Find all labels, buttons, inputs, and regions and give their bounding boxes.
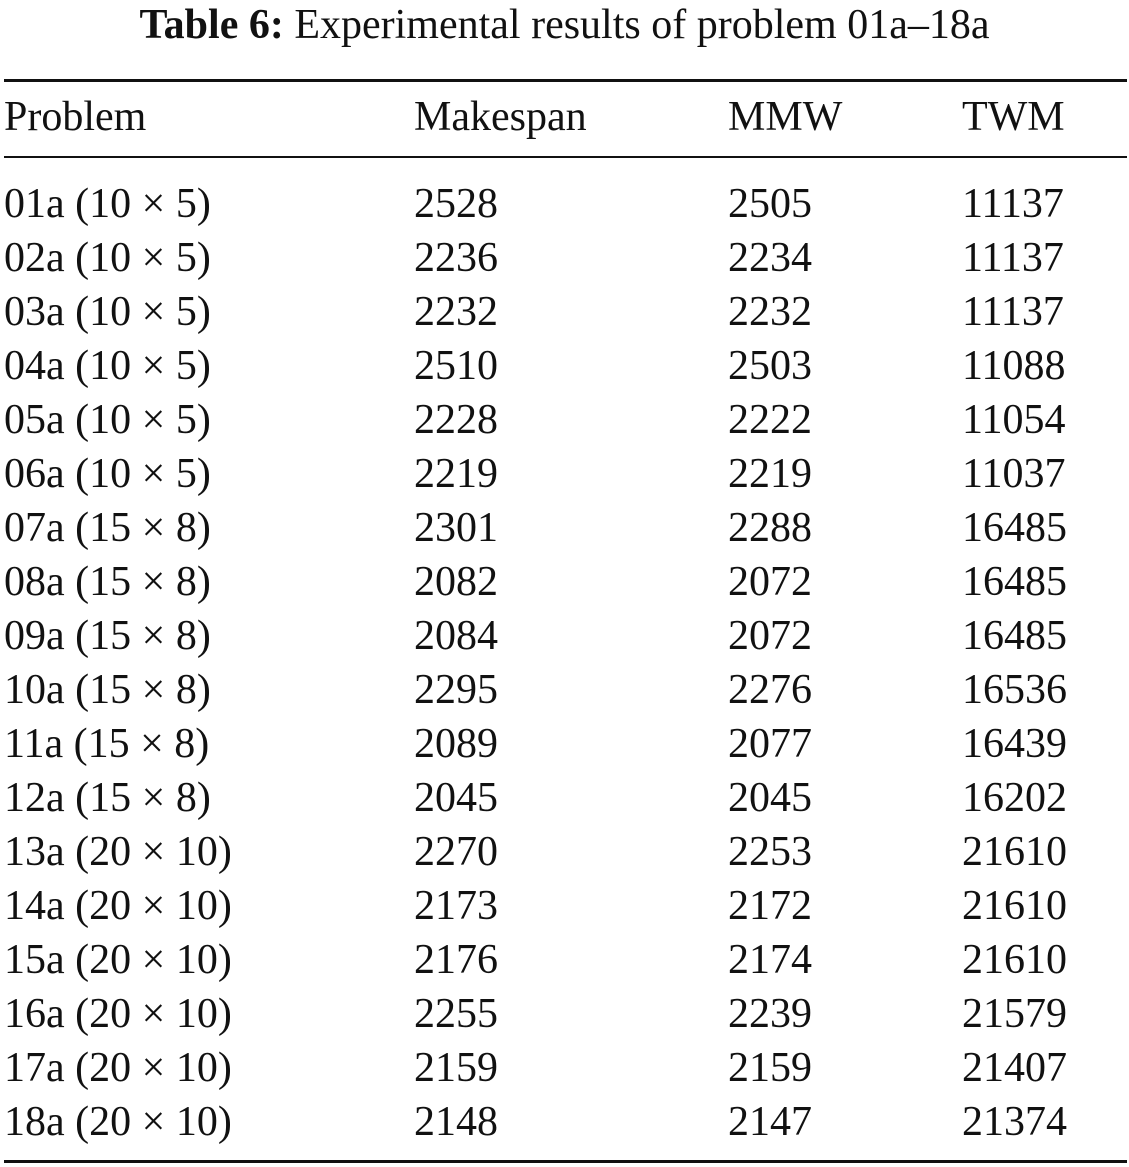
table-caption: [0, 0, 1129, 52]
cell-mmw: 2253: [728, 829, 812, 875]
cell-problem: 04a (10 × 5): [4, 343, 211, 389]
table-row: [4, 771, 1127, 825]
cell-makespan: 2232: [414, 289, 498, 335]
table-header: [4, 86, 1127, 148]
cell-problem: 02a (10 × 5): [4, 235, 211, 281]
cell-mmw: 2222: [728, 397, 812, 443]
cell-twm: 21579: [962, 991, 1067, 1037]
cell-mmw: 2172: [728, 883, 812, 929]
cell-problem: 15a (20 × 10): [4, 937, 232, 983]
cell-makespan: 2084: [414, 613, 498, 659]
cell-mmw: 2045: [728, 775, 812, 821]
cell-twm: 11137: [962, 289, 1064, 335]
cell-twm: 21407: [962, 1045, 1067, 1091]
cell-makespan: 2301: [414, 505, 498, 551]
table-top-rule: [4, 79, 1127, 82]
table-row: [4, 987, 1127, 1041]
table-bottom-rule: [4, 1160, 1127, 1163]
cell-problem: 03a (10 × 5): [4, 289, 211, 335]
table-row: [4, 285, 1127, 339]
table-row: [4, 933, 1127, 987]
column-header-problem: Problem: [4, 94, 147, 140]
cell-makespan: 2219: [414, 451, 498, 497]
cell-mmw: 2232: [728, 289, 812, 335]
cell-mmw: 2072: [728, 613, 812, 659]
cell-problem: 05a (10 × 5): [4, 397, 211, 443]
cell-problem: 17a (20 × 10): [4, 1045, 232, 1091]
cell-problem: 13a (20 × 10): [4, 829, 232, 875]
cell-problem: 06a (10 × 5): [4, 451, 211, 497]
cell-makespan: 2045: [414, 775, 498, 821]
cell-problem: 01a (10 × 5): [4, 181, 211, 227]
table-row: [4, 609, 1127, 663]
table-row: [4, 663, 1127, 717]
column-header-mmw: MMW: [728, 94, 843, 140]
cell-mmw: 2072: [728, 559, 812, 605]
cell-makespan: 2528: [414, 181, 498, 227]
table-row: [4, 1095, 1127, 1149]
table-row: [4, 555, 1127, 609]
table-row: [4, 393, 1127, 447]
cell-twm: 11088: [962, 343, 1066, 389]
column-header-twm: TWM: [962, 94, 1065, 140]
cell-mmw: 2077: [728, 721, 812, 767]
table-caption-label: Table 6:: [139, 2, 284, 48]
cell-problem: 08a (15 × 8): [4, 559, 211, 605]
cell-makespan: 2089: [414, 721, 498, 767]
cell-problem: 16a (20 × 10): [4, 991, 232, 1037]
table-caption-text: Experimental results of problem 01a–18a: [294, 2, 990, 48]
cell-twm: 11037: [962, 451, 1066, 497]
table-row: [4, 339, 1127, 393]
cell-makespan: 2270: [414, 829, 498, 875]
cell-makespan: 2295: [414, 667, 498, 713]
cell-makespan: 2159: [414, 1045, 498, 1091]
cell-problem: 11a (15 × 8): [4, 721, 210, 767]
cell-twm: 16485: [962, 613, 1067, 659]
cell-mmw: 2503: [728, 343, 812, 389]
cell-mmw: 2288: [728, 505, 812, 551]
cell-mmw: 2234: [728, 235, 812, 281]
cell-makespan: 2228: [414, 397, 498, 443]
cell-problem: 09a (15 × 8): [4, 613, 211, 659]
cell-makespan: 2510: [414, 343, 498, 389]
cell-twm: 16485: [962, 559, 1067, 605]
cell-mmw: 2174: [728, 937, 812, 983]
cell-mmw: 2219: [728, 451, 812, 497]
column-header-makespan: Makespan: [414, 94, 587, 140]
cell-twm: 16439: [962, 721, 1067, 767]
table-body: [4, 177, 1127, 1149]
table-row: [4, 447, 1127, 501]
cell-makespan: 2082: [414, 559, 498, 605]
cell-mmw: 2276: [728, 667, 812, 713]
cell-problem: 10a (15 × 8): [4, 667, 211, 713]
cell-twm: 21610: [962, 937, 1067, 983]
cell-problem: 14a (20 × 10): [4, 883, 232, 929]
cell-makespan: 2255: [414, 991, 498, 1037]
cell-twm: 16536: [962, 667, 1067, 713]
table-row: [4, 231, 1127, 285]
cell-twm: 11137: [962, 235, 1064, 281]
cell-twm: 16202: [962, 775, 1067, 821]
table-header-row: [4, 86, 1127, 148]
cell-problem: 07a (15 × 8): [4, 505, 211, 551]
table-row: [4, 177, 1127, 231]
table-row: [4, 717, 1127, 771]
cell-twm: 11137: [962, 181, 1064, 227]
cell-twm: 16485: [962, 505, 1067, 551]
results-table: [4, 177, 1127, 1149]
cell-makespan: 2176: [414, 937, 498, 983]
cell-problem: 12a (15 × 8): [4, 775, 211, 821]
table-row: [4, 879, 1127, 933]
cell-mmw: 2505: [728, 181, 812, 227]
table-row: [4, 1041, 1127, 1095]
table-row: [4, 825, 1127, 879]
table-header-rule: [4, 156, 1127, 158]
cell-mmw: 2239: [728, 991, 812, 1037]
cell-problem: 18a (20 × 10): [4, 1099, 232, 1145]
cell-makespan: 2148: [414, 1099, 498, 1145]
cell-twm: 21610: [962, 829, 1067, 875]
cell-twm: 21610: [962, 883, 1067, 929]
cell-mmw: 2147: [728, 1099, 812, 1145]
cell-makespan: 2173: [414, 883, 498, 929]
cell-makespan: 2236: [414, 235, 498, 281]
cell-twm: 21374: [962, 1099, 1067, 1145]
cell-mmw: 2159: [728, 1045, 812, 1091]
cell-twm: 11054: [962, 397, 1066, 443]
table-row: [4, 501, 1127, 555]
